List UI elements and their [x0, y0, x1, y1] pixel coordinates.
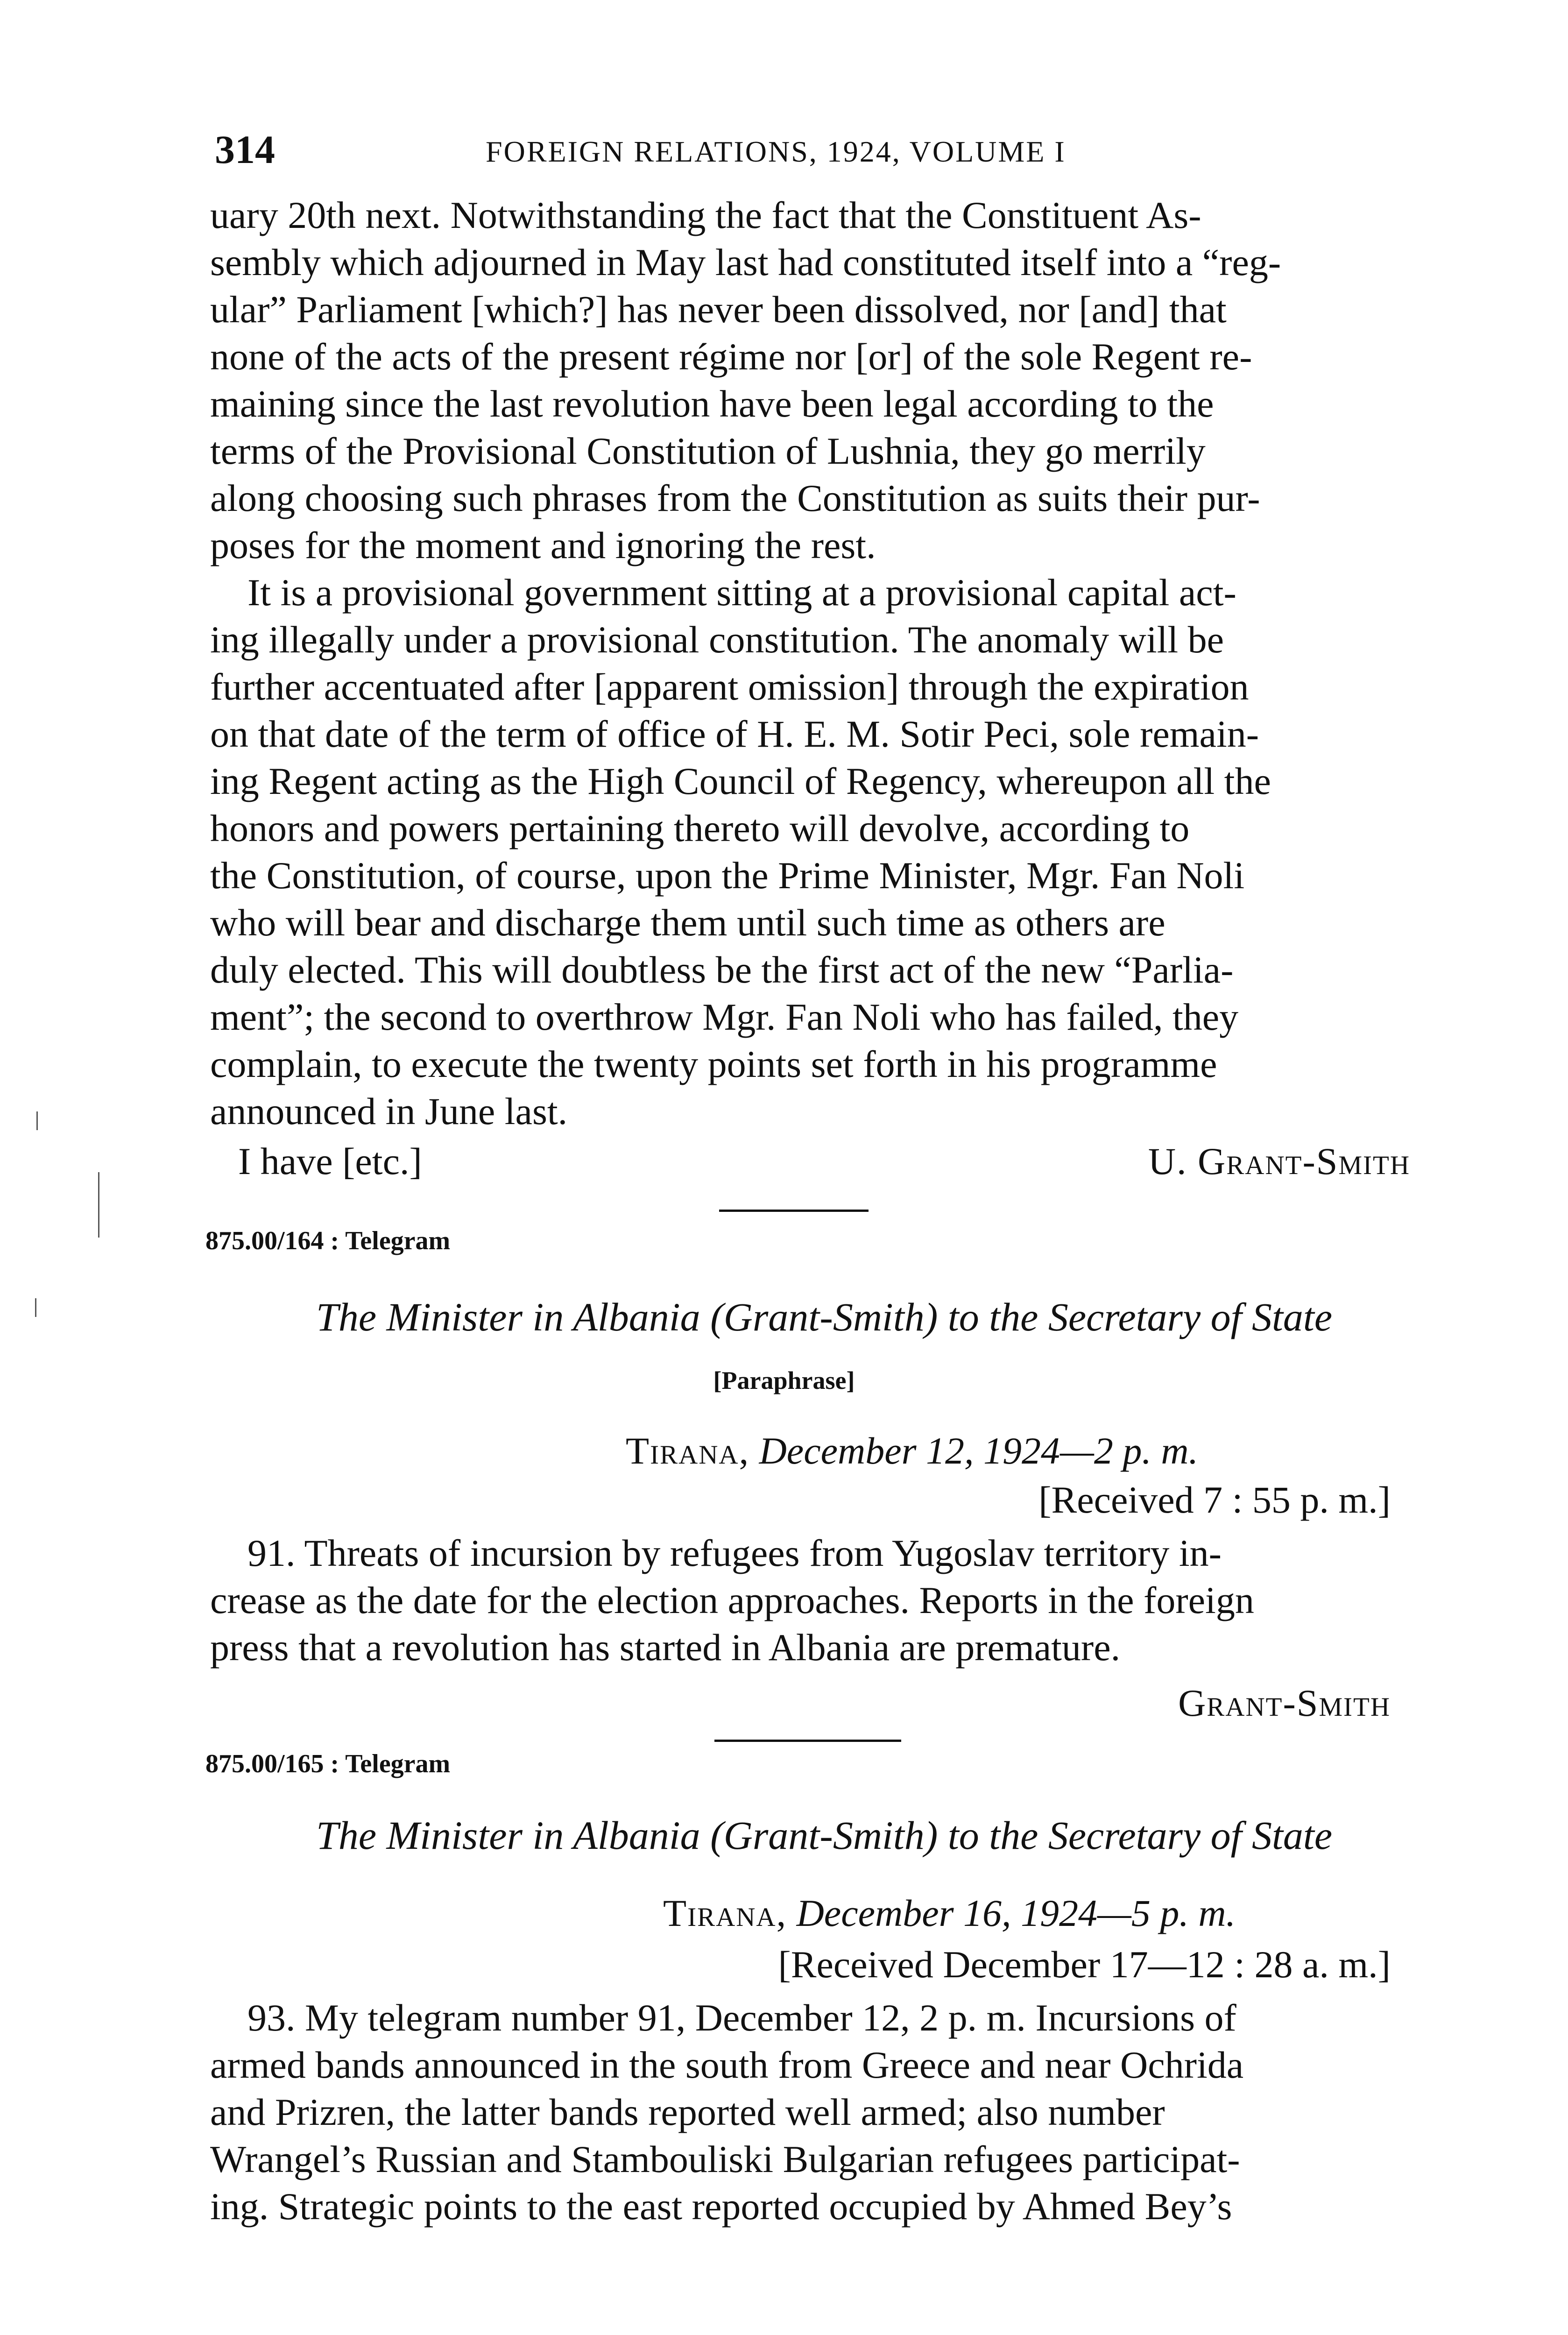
text-line: and Prizren, the latter bands reported well armed; also number	[210, 2091, 1165, 2133]
scan-mark	[98, 1172, 99, 1238]
received-note: [Received December 17—12 : 28 a. m.]	[778, 1943, 1391, 1986]
dateline-place: Tirana,	[626, 1429, 750, 1472]
text-line: ing. Strategic points to the east reported occupied by Ahmed Bey’s	[210, 2185, 1232, 2228]
paraphrase-note: [Paraphrase]	[713, 1366, 855, 1394]
text-line: sembly which adjourned in May last had constituted itself into a “reg-	[210, 241, 1281, 283]
text-line: ing Regent acting as the High Council of Regency, whereupon all the	[210, 760, 1271, 802]
text-line: It is a provisional government sitting at a provisional capital act-	[247, 571, 1236, 614]
section-divider	[719, 1210, 869, 1212]
telegram-body	[210, 1529, 1438, 1671]
text-line: Wrangel’s Russian and Stambouliski Bulgarian refugees participat-	[210, 2138, 1240, 2180]
text-line: poses for the moment and ignoring the rest.	[210, 524, 876, 566]
document-title: The Minister in Albania (Grant-Smith) to the Secretary of State	[316, 1813, 1332, 1858]
text-line: terms of the Provisional Constitution of Lushnia, they go merrily	[210, 430, 1206, 472]
page-header	[215, 126, 1438, 177]
page-number: 314	[215, 127, 275, 172]
text-line: complain, to execute the twenty points set forth in his programme	[210, 1043, 1217, 1085]
text-line: armed bands announced in the south from Greece and near Ochrida	[210, 2044, 1244, 2086]
text-line: none of the acts of the present régime nor [or] of the sole Regent re-	[210, 335, 1252, 378]
file-reference: 875.00/165 : Telegram	[205, 1749, 451, 1778]
dateline	[626, 1429, 1198, 1473]
file-reference: 875.00/164 : Telegram	[205, 1226, 451, 1255]
document-title: The Minister in Albania (Grant-Smith) to the Secretary of State	[316, 1295, 1332, 1339]
text-line: duly elected. This will doubtless be the first act of the new “Parlia-	[210, 948, 1234, 991]
text-line: on that date of the term of office of H. E. M. Sotir Peci, sole remain-	[210, 713, 1259, 755]
text-line: uary 20th next. Notwithstanding the fact that the Constituent As-	[210, 194, 1201, 236]
text-line: ular” Parliament [which?] has never been dissolved, nor [and] that	[210, 288, 1227, 331]
continuation-paragraph-2	[210, 569, 1438, 1135]
text-line: press that a revolution has started in Albania are premature.	[210, 1626, 1121, 1669]
signature: U. Grant-Smith	[1148, 1140, 1410, 1182]
running-head: FOREIGN RELATIONS, 1924, VOLUME I	[486, 135, 1066, 168]
closing-row	[238, 1139, 1410, 1186]
text-line: 93. My telegram number 91, December 12, 2 p. m. Incursions of	[247, 1996, 1236, 2039]
telegram-body	[210, 1994, 1438, 2230]
continuation-paragraph-1	[210, 191, 1438, 569]
dateline-date: December 12, 1924—2 p. m.	[759, 1429, 1199, 1472]
text-line: the Constitution, of course, upon the Prime Minister, Mgr. Fan Noli	[210, 854, 1245, 897]
scan-mark	[35, 1298, 36, 1317]
text-line: 91. Threats of incursion by refugees from Yugoslav territory in-	[247, 1532, 1222, 1574]
dateline-date: December 16, 1924—5 p. m.	[796, 1892, 1236, 1934]
text-line: along choosing such phrases from the Constitution as suits their pur-	[210, 477, 1260, 519]
text-line: crease as the date for the election approaches. Reports in the foreign	[210, 1579, 1254, 1621]
signature: Grant-Smith	[1178, 1682, 1391, 1724]
received-note: [Received 7 : 55 p. m.]	[1038, 1479, 1391, 1521]
closing-text: I have [etc.]	[238, 1140, 422, 1182]
text-line: ment”; the second to overthrow Mgr. Fan Noli who has failed, they	[210, 996, 1239, 1038]
section-divider	[714, 1740, 901, 1742]
text-line: further accentuated after [apparent omission] through the expiration	[210, 665, 1249, 708]
text-line: ing illegally under a provisional constitution. The anomaly will be	[210, 618, 1224, 661]
dateline	[663, 1891, 1236, 1935]
text-line: maining since the last revolution have been legal according to the	[210, 382, 1214, 425]
text-line: honors and powers pertaining thereto will devolve, according to	[210, 807, 1190, 849]
text-line: announced in June last.	[210, 1090, 568, 1132]
text-line: who will bear and discharge them until such time as others are	[210, 901, 1165, 944]
scan-mark	[36, 1111, 38, 1130]
dateline-place: Tirana,	[663, 1892, 787, 1934]
